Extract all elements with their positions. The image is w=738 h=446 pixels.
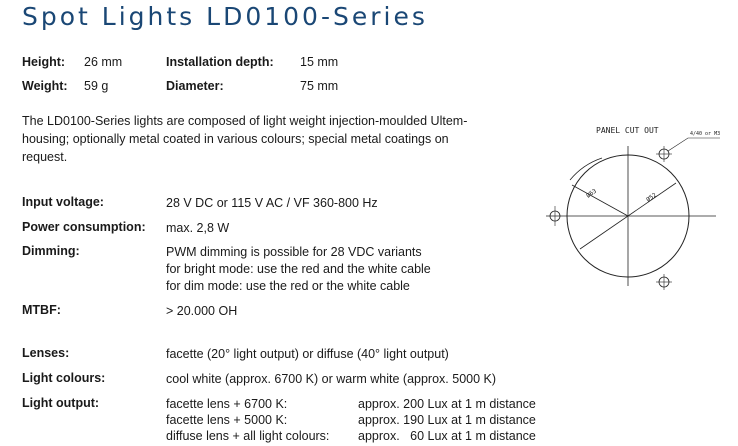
light-output-label: Light output: [22,396,100,410]
lenses-label: Lenses: [22,346,70,360]
page-title: Spot Lights LD0100-Series [22,2,428,31]
power-consumption-value: max. 2,8 W [166,221,230,235]
light-output-config: facette lens + 6700 K: [166,397,288,411]
light-output-config: facette lens + 5000 K: [166,413,288,427]
mtbf-label: MTBF: [22,303,61,317]
light-colours-value: cool white (approx. 6700 K) or warm white (approx. 5000 K) [166,372,497,386]
dimming-line: for dim mode: use the red or the white cable [166,279,410,293]
lenses-value: facette (20° light output) or diffuse (40° light output) [166,347,449,361]
height-value: 26 mm [84,55,123,69]
light-output-value: approx. 200 Lux at 1 m distance [358,397,536,411]
input-voltage-label: Input voltage: [22,195,104,209]
light-output-value: approx. 60 Lux at 1 m distance [358,429,536,443]
diameter-value: 75 mm [300,79,339,93]
dimming-label: Dimming: [22,244,80,258]
weight-label: Weight: [22,79,68,93]
power-consumption-label: Power consumption: [22,220,146,234]
panel-cutout-drawing [530,118,736,302]
weight-value: 59 g [84,79,109,93]
diameter-label: Diameter: [166,79,224,93]
dimming-line: PWM dimming is possible for 28 VDC variants [166,245,422,259]
installation-depth-label: Installation depth: [166,55,274,69]
description-paragraph: The LD0100-Series lights are composed of light weight injection-moulded Ultem-housing; optionally metal coated in various colours; special metal coatings on request. [22,114,468,164]
input-voltage-value: 28 V DC or 115 V AC / VF 360-800 Hz [166,196,378,210]
diameter-outer-label: Ø63 [585,187,599,200]
height-label: Height: [22,55,66,69]
drawing-caption: PANEL CUT OUT [596,126,659,135]
dimming-line: for bright mode: use the red and the white cable [166,262,431,276]
installation-depth-value: 15 mm [300,55,339,69]
light-colours-label: Light colours: [22,371,106,385]
light-output-config: diffuse lens + all light colours: [166,429,330,443]
screw-label: 4/40 or M3 [690,131,721,137]
mtbf-value: > 20.000 OH [166,304,238,318]
diameter-inner-label: Ø52 [645,191,659,204]
light-output-value: approx. 190 Lux at 1 m distance [358,413,536,427]
